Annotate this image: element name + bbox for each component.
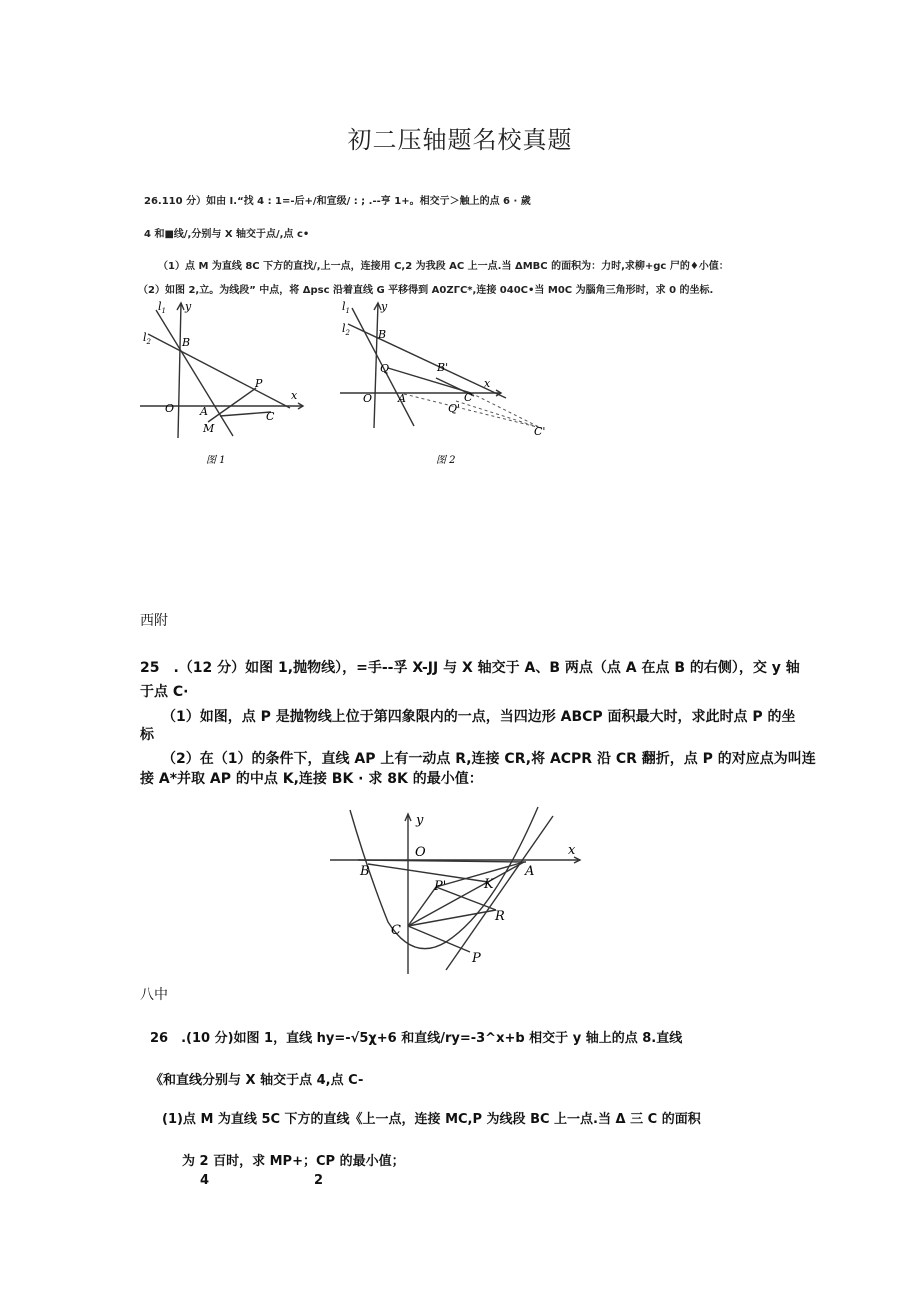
fig3-label-r: R <box>495 909 505 924</box>
fig3-label-k: K <box>484 877 494 892</box>
fig1-label-m: M <box>203 422 215 435</box>
fig2-label-x: x <box>484 377 491 390</box>
fig2-label-a: A <box>398 392 406 405</box>
q1-line2: 4 和■线/,分别与 X 轴交于点/,点 c• <box>144 229 310 240</box>
fig3-segment-bk <box>368 864 488 882</box>
figure-3 <box>328 802 590 980</box>
fig1-line-l2 <box>148 334 290 408</box>
fig1-label-p: P <box>255 377 263 390</box>
fig2-dashed-ac <box>404 394 541 428</box>
fig2-label-l1: $l_1$ <box>342 300 350 315</box>
q2-part2a: （2）在（1）的条件下，直线 AP 上有一动点 R,连接 CR,将 ACPR 沿 CR 翻折，点 P 的对应点为叫连 <box>162 751 816 767</box>
fig3-label-x: x <box>568 843 576 858</box>
fig2-label-c: C <box>464 391 473 404</box>
fig3-label-b: B <box>360 864 370 879</box>
q2-part1a: （1）如图，点 P 是抛物线上位于第四象限内的一点，当四边形 ABCP 面积最大时，求此时点 P 的坐 <box>162 709 796 725</box>
fig3-segment-ppa <box>436 862 524 887</box>
figure-2 <box>336 298 566 468</box>
fig1-label-x: x <box>291 389 298 402</box>
fig1-label-l2: $l_2$ <box>143 331 151 346</box>
q2-part1b: 标 <box>140 727 154 743</box>
q3-frac-a: 4 <box>200 1173 210 1188</box>
fig2-label-cp: C' <box>534 425 546 438</box>
fig1-segment-mp <box>208 388 256 422</box>
q1-part1: （1）点 M 为直线 8C 下方的直找/,上一点，连接用 C,2 为我段 AC 上一点.当 ΔMBC 的面积为：力时,求柳+gc 尸的♦小值： <box>158 261 729 272</box>
page-title: 初二压轴题名校真题 <box>347 126 573 154</box>
q2-line2: 于点 C· <box>140 684 189 700</box>
fig2-label-qp: Q' <box>448 402 461 415</box>
q2-line1: 25 .（12 分）如图 1,抛物线），=手--孚 X-JJ 与 X 轴交于 A、B 两点（点 A 在点 B 的右侧），交 y 轴 <box>140 660 800 676</box>
fig1-label-o: O <box>165 402 175 415</box>
fig1-y-axis <box>178 303 181 438</box>
fig2-label-y: y <box>381 300 388 313</box>
q3-line2: 《和直线分别与 X 轴交于点 4,点 C- <box>150 1073 364 1088</box>
fig2-dashed-qc <box>456 401 541 428</box>
fig1-label-y: y <box>185 300 192 313</box>
school-label-1: 西附 <box>140 613 168 629</box>
fig3-label-c: C <box>391 923 401 938</box>
fig1-label-b: B <box>182 336 191 349</box>
q3-frac-b: 2 <box>314 1173 324 1188</box>
fig3-label-y: y <box>416 813 424 828</box>
fig2-caption: 图 2 <box>436 455 456 466</box>
fig2-dashed-cc <box>471 393 541 428</box>
fig3-label-o: O <box>415 845 426 860</box>
q1-line1: 26.110 分）如由 I.“找 4 : 1=-后+/和宣级/ : ; .--亨 1+。相交亍＞触上的点 6 · 歲 <box>144 196 531 207</box>
fig1-label-l1: $l_1$ <box>158 300 166 315</box>
q1-part2: （2）如图 2,立。为线段” 中点，将 Δpsc 沿着直线 G 平移得到 A0ZΓC*,连接 040C•当 M0C 为腦角三角形时，求 0 的坐标. <box>138 285 714 296</box>
fig1-segment-pc <box>220 412 271 416</box>
fig2-label-b: B <box>378 328 387 341</box>
q3-line1: 26 .(10 分)如图 1，直线 hy=-√5χ+6 和直线/ry=-3^x+b 相交于 y 轴上的点 8.直线 <box>150 1031 683 1046</box>
figure-1 <box>138 298 318 468</box>
fig3-label-pp: P' <box>434 879 447 894</box>
school-label-2: 八中 <box>140 987 168 1003</box>
fig2-line-l2 <box>348 324 506 398</box>
q3-part1: (1)点 M 为直线 5C 下方的直线《上一点，连接 MC,P 为线段 BC 上一点.当 Δ 三 C 的面积 <box>162 1112 701 1127</box>
fig3-segment-cpp <box>408 887 436 926</box>
fig3-label-a: A <box>525 864 535 879</box>
q2-part2b: 接 A*并取 AP 的中点 K,连接 BK · 求 8K 的最小值： <box>140 771 483 787</box>
fig2-y-axis <box>374 303 378 428</box>
fig1-label-a: A <box>200 405 208 418</box>
fig2-label-o: O <box>363 392 373 405</box>
fig1-label-c: C <box>266 410 275 423</box>
q3-part1b: 为 2 百时，求 MP+；CP 的最小值； <box>182 1154 405 1169</box>
fig2-label-q: Q <box>380 362 390 375</box>
fig2-label-bp: B' <box>437 361 449 374</box>
fig1-caption: 图 1 <box>206 455 226 466</box>
fig3-line-ap <box>446 816 553 970</box>
fig3-segment-ca <box>408 862 524 926</box>
fig3-label-p: P <box>472 951 481 966</box>
fig2-label-l2: $l_2$ <box>342 322 350 337</box>
